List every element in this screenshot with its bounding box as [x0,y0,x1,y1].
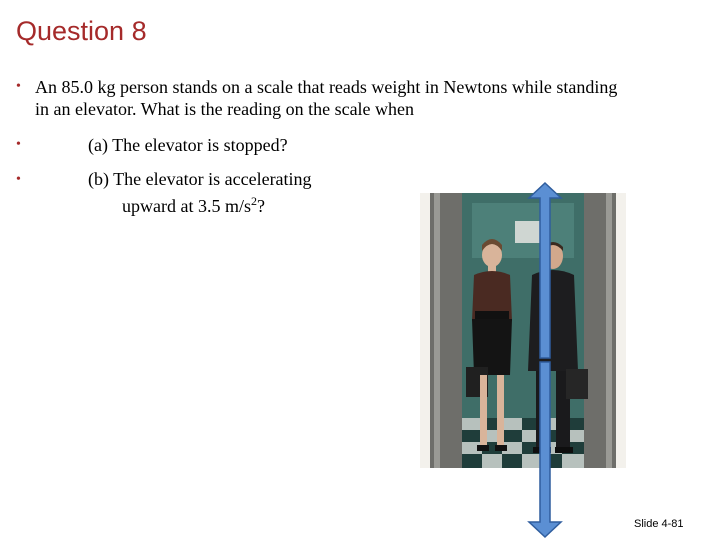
slide-number: Slide 4-81 [634,518,684,530]
slide-title: Question 8 [16,16,147,46]
bullet-marker: • [16,79,21,94]
part-b-line-1: (b) The elevator is accelerating [88,169,312,189]
part-b-exponent: 2 [250,194,257,208]
force-arrow [520,180,570,540]
bullet-marker: • [16,172,21,187]
part-b-question-mark: ? [256,196,265,216]
upward-arrow-icon [529,183,561,358]
part-b-line-2 [88,190,312,217]
part-b-text [88,168,312,217]
question-text [35,76,617,120]
part-a-text: (a) The elevator is stopped? [88,135,288,155]
part-b-units: upward at 3.5 m/s [122,196,251,216]
downward-arrow-icon [529,362,561,537]
question-line-2: in an elevator. What is the reading on the scale when [35,99,415,119]
question-line-1: An 85.0 kg person stands on a scale that reads weight in Newtons while standing [35,77,618,97]
bullet-marker: • [16,137,21,152]
